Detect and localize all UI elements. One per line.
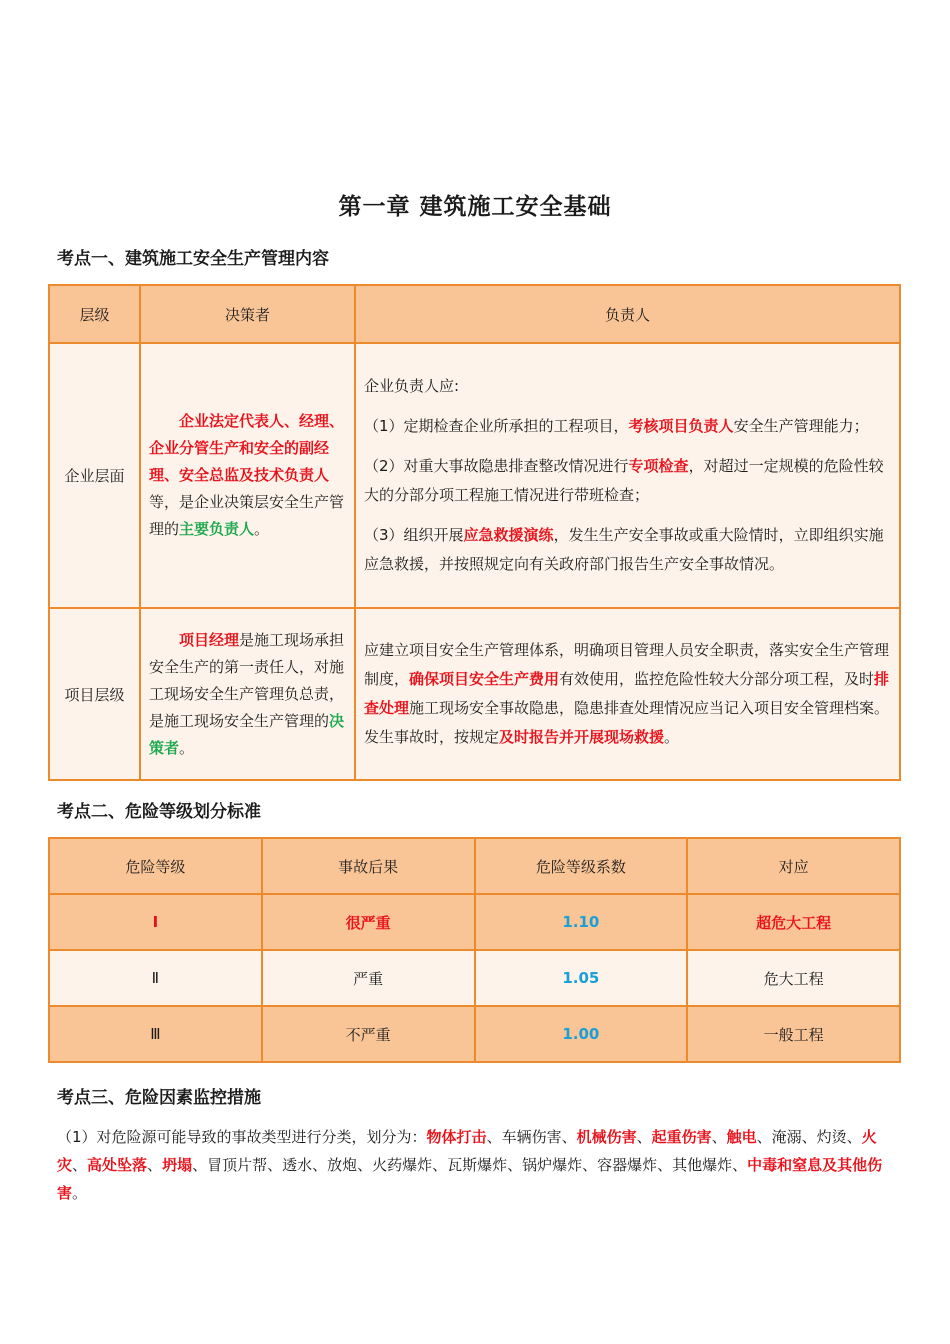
danger-level-table <box>48 837 901 1063</box>
level-project: 项目层级 <box>49 608 140 780</box>
decision-project-mid: 是施工现场承担安全生产的第一责任人，对施工现场安全生产管理负总责，是施工现场安全生产管理的 <box>149 630 345 730</box>
header-coefficient: 危险等级系数 <box>475 838 688 894</box>
resp-intro: 企业负责人应: <box>364 377 460 395</box>
coefficient-cell: 1.10 <box>475 894 688 950</box>
section2-heading: 考点二、危险等级划分标准 <box>57 802 261 822</box>
header-match: 对应 <box>687 838 900 894</box>
consequence-cell: 严重 <box>262 950 475 1006</box>
match-cell: 危大工程 <box>687 950 900 1006</box>
management-table <box>48 284 901 781</box>
consequence-cell: 不严重 <box>262 1006 475 1062</box>
section1-heading: 考点一、建筑施工安全生产管理内容 <box>57 249 329 269</box>
decision-enterprise <box>140 343 355 608</box>
header-responsible: 负责人 <box>355 285 900 343</box>
resp-item-1: （1）定期检查企业所承担的工程项目，考核项目负责人安全生产管理能力； <box>364 417 869 435</box>
decision-project <box>140 608 355 780</box>
hazard-classification-paragraph: （1）对危险源可能导致的事故类型进行分类，划分为：物体打击、车辆伤害、机械伤害、起重伤害、触电、淹溺、灼烫、火灾、高处坠落、坍塌、冒顶片帮、透水、放炮、火药爆炸、瓦斯爆炸、锅炉爆炸、容器爆炸、其他爆炸、中毒和窒息及其他伤害。 <box>57 1128 883 1202</box>
match-cell: 超危大工程 <box>687 894 900 950</box>
resp-item-3: （3）组织开展应急救援演练，发生生产安全事故或重大险情时，立即组织实施应急救援，并按照规定向有关政府部门报告生产安全事故情况。 <box>364 526 884 573</box>
decision-enterprise-red: 企业法定代表人、经理、企业分管生产和安全的副经理、安全总监及技术负责人 <box>149 412 345 484</box>
table-row-enterprise <box>49 343 900 608</box>
table-row <box>49 950 900 1006</box>
table-header-row <box>49 285 900 343</box>
resp-item-2: （2）对重大事故隐患排查整改情况进行专项检查，对超过一定规模的危险性较大的分部分项工程施工情况进行带班检查； <box>364 457 884 504</box>
grade-cell: Ⅲ <box>49 1006 262 1062</box>
responsible-project: 应建立项目安全生产管理体系，明确项目管理人员安全职责，落实安全生产管理制度，确保项目安全生产费用有效使用，监控危险性较大分部分项工程，及时排查处理施工现场安全事故隐患，隐患排查处理情况应当记入项目安全管理档案。发生事故时，按规定及时报告并开展现场救援。 <box>355 608 900 780</box>
decision-enterprise-mid: 等，是企业决策层安全生产管理的 <box>149 493 345 538</box>
header-consequence: 事故后果 <box>262 838 475 894</box>
header-grade: 危险等级 <box>49 838 262 894</box>
decision-project-green: 决策者 <box>149 711 345 757</box>
grade-cell: Ⅱ <box>49 950 262 1006</box>
coefficient-cell: 1.00 <box>475 1006 688 1062</box>
table-row-project <box>49 608 900 780</box>
page-title: 第一章 建筑施工安全基础 <box>338 194 612 220</box>
decision-project-red: 项目经理 <box>179 630 240 649</box>
section3-heading: 考点三、危险因素监控措施 <box>57 1088 261 1108</box>
coefficient-cell: 1.05 <box>475 950 688 1006</box>
decision-project-end: 。 <box>179 738 195 757</box>
decision-enterprise-end: 。 <box>254 520 270 538</box>
match-cell: 一般工程 <box>687 1006 900 1062</box>
level-enterprise: 企业层面 <box>49 343 140 608</box>
table-row <box>49 1006 900 1062</box>
table-header-row <box>49 838 900 894</box>
consequence-cell: 很严重 <box>262 894 475 950</box>
decision-enterprise-green: 主要负责人 <box>179 520 255 538</box>
header-decision: 决策者 <box>140 285 355 343</box>
responsible-enterprise <box>355 343 900 608</box>
table-row <box>49 894 900 950</box>
grade-cell: Ⅰ <box>49 894 262 950</box>
header-level: 层级 <box>49 285 140 343</box>
